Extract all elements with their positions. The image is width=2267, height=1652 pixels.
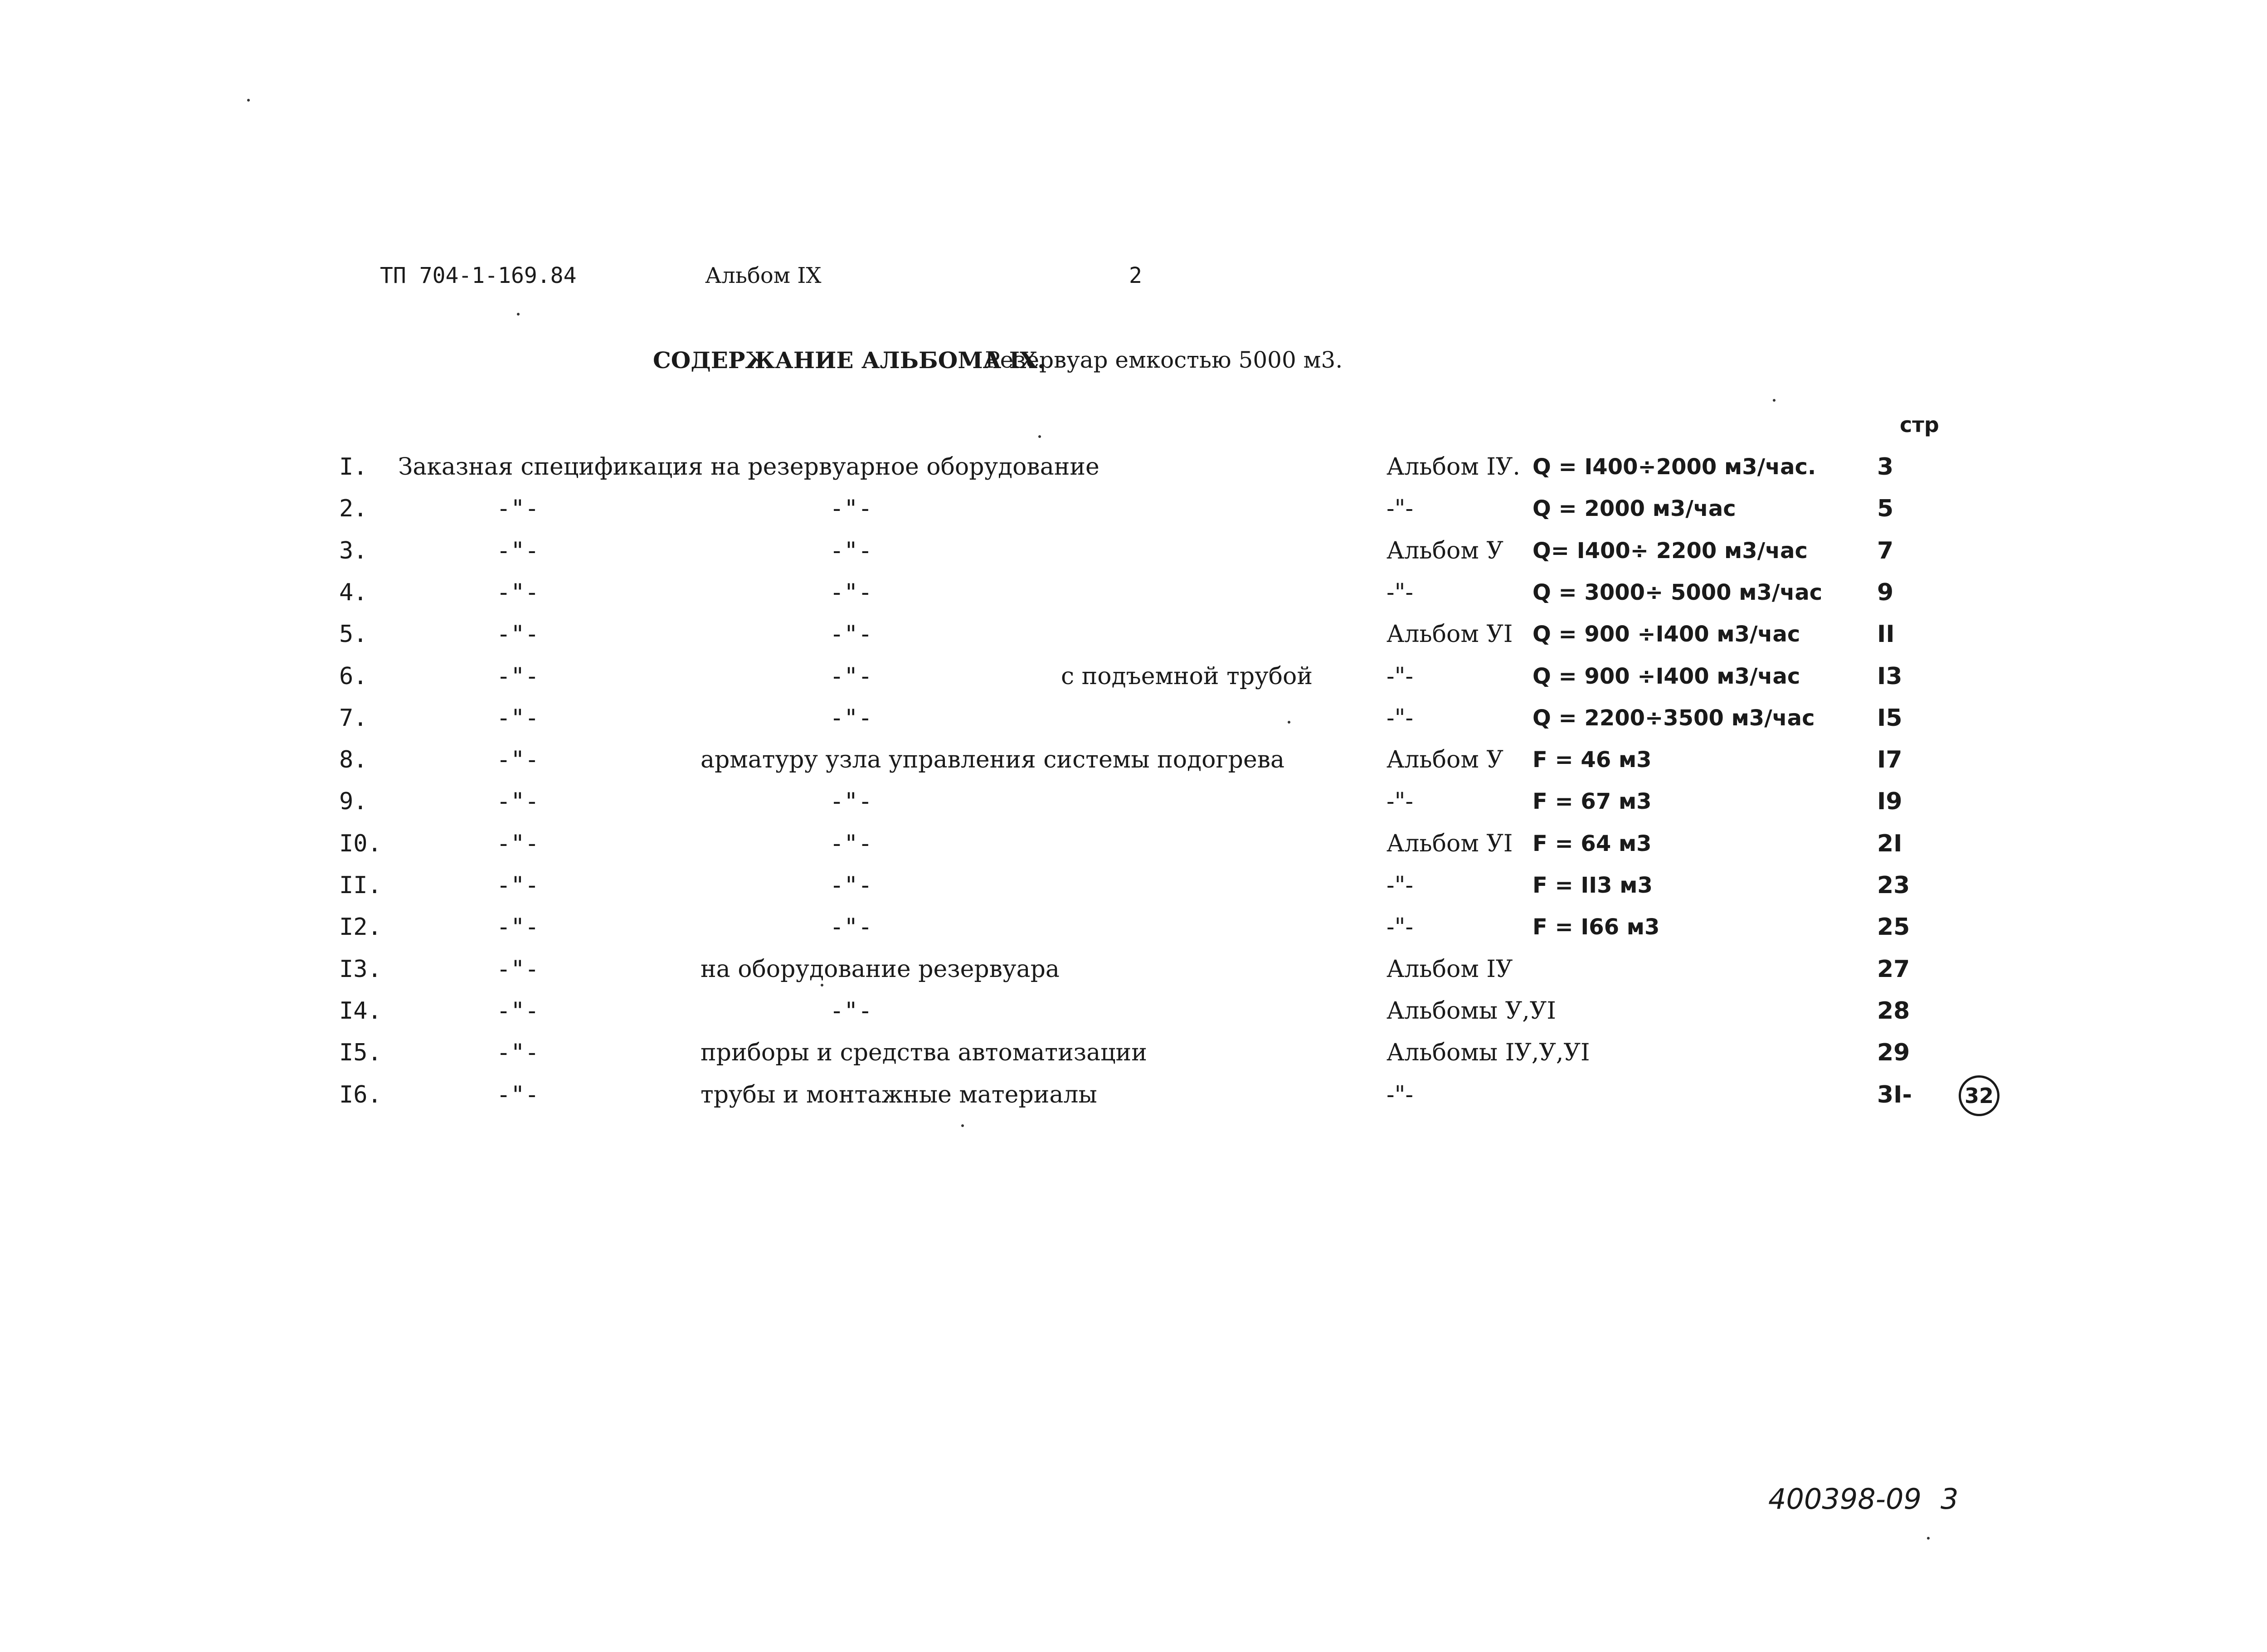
row-page: I3 [1877,663,1902,690]
row-album: -"- [1386,872,1414,899]
row-d1: -"- [496,997,539,1025]
row-param: Q = 2200÷3500 м3/час [1532,705,1815,731]
page-number: 2 [1129,263,1142,288]
row-num: I4. [339,997,382,1025]
row-param: Q = 900 ÷I400 м3/час [1532,664,1800,689]
row-param: Q = 900 ÷I400 м3/час [1532,622,1800,647]
row-album: Альбом У [1386,537,1503,564]
album-label: Альбом IX [705,263,822,288]
row-d2: -"- [830,997,872,1025]
row-album: -"- [1386,579,1414,606]
row-param: F = 67 м3 [1532,789,1652,814]
row-page: 28 [1877,997,1910,1025]
row-num: I5. [339,1039,382,1066]
row-page: 7 [1877,537,1894,564]
row-page: 2I [1877,830,1902,857]
row-page: 29 [1877,1039,1910,1066]
row-d1: -"- [496,830,539,857]
row-page: II [1877,621,1895,648]
row-page: 27 [1877,956,1910,983]
row-num: 5. [339,621,368,648]
row-album: Альбом УI [1386,621,1513,648]
row-d1: -"- [496,872,539,899]
row-desc: на оборудование резервуара [701,956,1060,983]
row-album: -"- [1386,495,1414,522]
page-column-header: стр [1900,413,1939,437]
row-d1: -"- [496,621,539,648]
row-d1: -"- [496,579,539,606]
row-desc: арматуру узла управления системы подогрева [701,746,1284,773]
row-num: I2. [339,913,382,941]
scan-speck [1038,435,1041,438]
row-d2: -"- [830,495,872,522]
row-d2: -"- [830,830,872,857]
row-desc: приборы и средства автоматизации [701,1039,1147,1066]
row-d2: -"- [830,705,872,732]
contents-title: СОДЕРЖАНИЕ АЛЬБОМА IX. [653,347,1046,374]
row-album: Альбом УI [1386,830,1513,857]
row-param: F = I66 м3 [1532,914,1660,940]
sheet-number: 3 [1941,1482,1959,1516]
row-d2: -"- [830,579,872,606]
row-page: I7 [1877,746,1902,773]
row-param: Q = 3000÷ 5000 м3/час [1532,580,1823,605]
row-page: 5 [1877,495,1894,522]
row-d1: -"- [496,663,539,690]
row-album: -"- [1386,705,1414,732]
row-param: F = 46 м3 [1532,747,1652,773]
row-d2: -"- [830,788,872,815]
row-album: Альбом IУ [1386,956,1513,983]
row-page: 3I- [1877,1081,1912,1108]
row-num: 6. [339,663,368,690]
row-num: I3. [339,956,382,983]
row-num: I6. [339,1081,382,1108]
row-d2: -"- [830,663,872,690]
row-param: Q= I400÷ 2200 м3/час [1532,538,1808,564]
row-d2: -"- [830,537,872,564]
row-num: 2. [339,495,368,522]
row-d2: -"- [830,872,872,899]
row-album: -"- [1386,1081,1414,1108]
row-num: I0. [339,830,382,857]
row-page: I9 [1877,788,1902,815]
scan-speck [821,984,823,986]
row-num: 3. [339,537,368,564]
row-album: -"- [1386,663,1414,690]
row-page: 9 [1877,579,1894,606]
row-album: Альбомы IУ,У,УI [1386,1039,1590,1066]
row-desc: Заказная спецификация на резервуарное оборудование [398,453,1099,481]
scan-speck [517,313,520,316]
row-num: II. [339,872,382,899]
row-num: 4. [339,579,368,606]
row-page: 25 [1877,913,1910,941]
row-num: I. [339,453,368,481]
row-num: 7. [339,705,368,732]
row-d1: -"- [496,956,539,983]
row-desc: трубы и монтажные материалы [701,1081,1097,1108]
row-album: Альбом IУ. [1386,453,1520,481]
row-d1: -"- [496,788,539,815]
row-num: 9. [339,788,368,815]
row-album: -"- [1386,788,1414,815]
row-d1: -"- [496,913,539,941]
row-page: 3 [1877,453,1894,481]
scan-speck [961,1124,964,1127]
scan-speck [1288,721,1290,724]
scan-speck [1773,399,1776,402]
row-param: Q = 2000 м3/час [1532,496,1736,521]
row-num: 8. [339,746,368,773]
row-param: F = II3 м3 [1532,873,1653,898]
row-param: Q = I400÷2000 м3/час. [1532,454,1816,480]
row-d2: -"- [830,621,872,648]
inventory-number: 400398-09 [1768,1482,1922,1516]
row-album: Альбомы У,УI [1386,997,1556,1025]
row-d1: -"- [496,746,539,773]
row-d1: -"- [496,537,539,564]
row-album: Альбом У [1386,746,1503,773]
scan-speck [1927,1537,1930,1540]
row-desc: с подъемной трубой [1061,663,1313,690]
row-d1: -"- [496,1081,539,1108]
row-d1: -"- [496,495,539,522]
page-stamp: 32 [1959,1075,1999,1116]
row-d1: -"- [496,705,539,732]
scan-speck [247,99,250,102]
row-album: -"- [1386,913,1414,941]
row-page: 23 [1877,872,1910,899]
row-d2: -"- [830,913,872,941]
row-param: F = 64 м3 [1532,831,1652,856]
document-code: ТП 704-1-169.84 [380,263,577,288]
reservoir-title: Резервуар емкостью 5000 м3. [985,347,1343,373]
row-page: I5 [1877,705,1902,732]
row-d1: -"- [496,1039,539,1066]
